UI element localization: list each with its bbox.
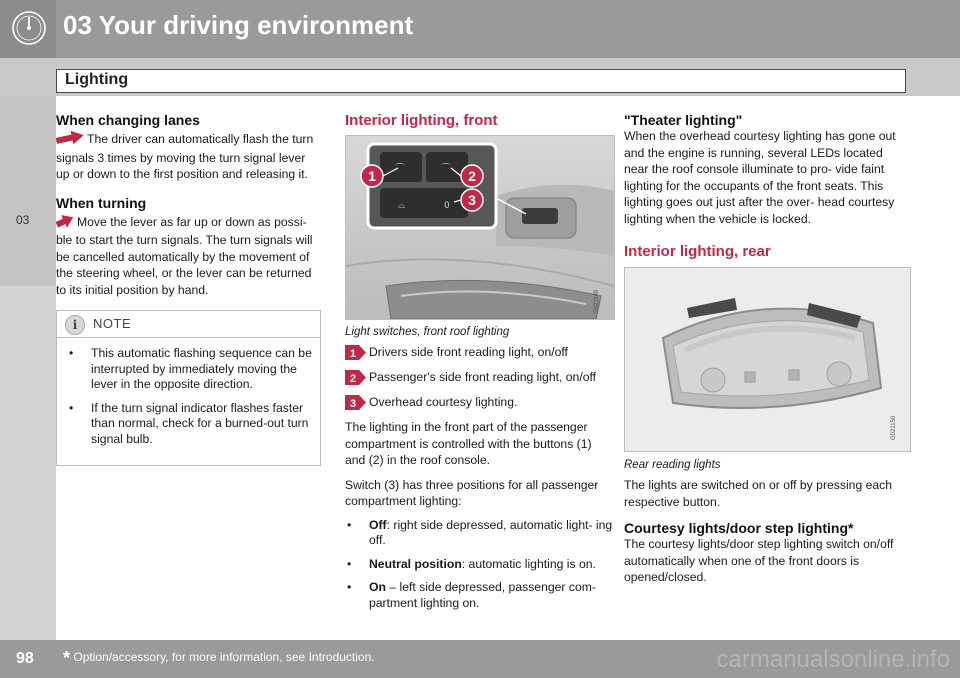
rear-text: The lights are switched on or off by pressing each respective button.	[624, 478, 893, 509]
bullet-text: – left side depressed, passenger com- partment lighting on.	[369, 580, 596, 610]
bullet-text: : automatic lighting is on.	[461, 556, 596, 571]
legend-marker-1	[345, 345, 366, 360]
svg-text:2: 2	[349, 373, 357, 385]
note-header	[57, 311, 320, 338]
bullet-label: On	[369, 580, 386, 594]
rear-reading-light-illustration	[625, 268, 910, 451]
bullet-on	[345, 580, 615, 611]
middle-column	[345, 112, 615, 619]
section-title-box	[56, 69, 906, 93]
note-item: • If the turn signal indicator flashes faster than normal, check for a burned-out turn signal bulb.	[67, 401, 312, 448]
note-item: • This automatic flashing sequence can be interrupted by immediately moving the lever in the opposite direction.	[67, 346, 312, 393]
legend-item-1	[345, 344, 615, 360]
svg-text:1: 1	[349, 348, 357, 360]
turn-text: Move the lever as far up or down as possi- ble to start the turn signals. The turn signals will be cancelled automatically by the movement of the steering wheel, or the lever can be returned to its initial position by hand.	[56, 214, 313, 297]
theater-text: When the overhead courtesy lighting has gone out and the engine is running, several LEDs located near the roof console illuminate to pro- vide faint lighting for the occupants of the front seats. This lighting goes out just after the over- head courtesy lighting when the vehicle is locked.	[624, 129, 896, 226]
legend-text-1: Drivers side front reading light, on/off	[369, 345, 568, 359]
legend-item-3	[345, 394, 615, 410]
page-header	[0, 0, 960, 58]
bullet-off	[345, 518, 615, 549]
turn-heading: When turning	[56, 194, 147, 211]
legend-marker-2	[345, 370, 366, 385]
svg-text:⌒: ⌒	[395, 164, 405, 175]
courtesy-text: The courtesy lights/door step lighting switch on/off automatically when one of the front doors is opened/closed.	[624, 537, 894, 584]
front-lighting-heading: Interior lighting, front	[345, 112, 498, 129]
note-box	[56, 310, 321, 466]
arrow-up-icon	[56, 131, 84, 150]
chapter-title: 03 Your driving environment	[63, 10, 414, 40]
info-icon: i	[65, 315, 85, 335]
lane-heading: When changing lanes	[56, 112, 200, 128]
left-column	[56, 112, 321, 466]
chapter-tab	[0, 96, 56, 286]
theater-heading: "Theater lighting"	[624, 112, 743, 128]
turn-paragraph	[56, 214, 321, 299]
svg-text:3: 3	[349, 398, 357, 410]
svg-text:0: 0	[444, 201, 450, 211]
front-figure-caption: Light switches, front roof lighting	[345, 326, 510, 338]
front-roof-console-illustration	[346, 136, 614, 319]
footnote-star: *	[63, 648, 71, 668]
legend-text-3: Overhead courtesy lighting.	[369, 395, 518, 409]
switch-position-list	[345, 518, 615, 612]
rear-lighting-figure	[624, 267, 911, 452]
lane-text: The driver can automatically flash the turn signals 3 times by moving the turn signal lever up or down to the first position and releasing it.	[56, 132, 314, 181]
front-para-2: Switch (3) has three positions for all passenger compartment lighting:	[345, 477, 599, 508]
svg-text:⌒: ⌒	[441, 164, 451, 175]
gauge-icon	[0, 0, 56, 58]
page-number: 98	[16, 650, 34, 667]
callout-1: 1	[368, 168, 376, 184]
front-lighting-figure	[345, 135, 615, 320]
bullet-label: Neutral position	[369, 556, 462, 571]
courtesy-heading: Courtesy lights/door step lighting*	[624, 520, 854, 536]
bullet-label: Off	[369, 517, 387, 532]
section-title: Lighting	[65, 71, 129, 88]
chapter-tab-label: 03	[16, 213, 30, 227]
lane-paragraph	[56, 131, 321, 183]
watermark: carmanualsonline.info	[716, 646, 950, 673]
legend-item-2	[345, 369, 615, 385]
figure-code: G021149	[594, 289, 600, 314]
legend-text-2: Passenger's side front reading light, on/off	[369, 370, 597, 384]
note-list	[57, 346, 320, 447]
bullet-neutral	[345, 557, 615, 573]
page-footer	[0, 640, 960, 678]
rear-figure-caption: Rear reading lights	[624, 459, 721, 471]
callout-3: 3	[468, 192, 476, 208]
svg-text:⌓: ⌓	[398, 201, 406, 211]
footnote-text: Option/accessory, for more information, see Introduction.	[73, 650, 375, 664]
callout-2: 2	[468, 168, 476, 184]
bullet-text: : right side depressed, automatic light- ing off.	[369, 517, 613, 547]
figure-code: G021150	[891, 415, 897, 440]
right-column	[624, 112, 909, 594]
note-title: NOTE	[93, 316, 132, 331]
legend-marker-3	[345, 395, 366, 410]
front-para-1: The lighting in the front part of the passenger compartment is controlled with the buttons (1) and (2) in the roof console.	[345, 420, 592, 467]
rear-lighting-heading: Interior lighting, rear	[624, 243, 771, 260]
footnote	[63, 648, 375, 669]
arrow-up-double-icon	[56, 214, 74, 233]
